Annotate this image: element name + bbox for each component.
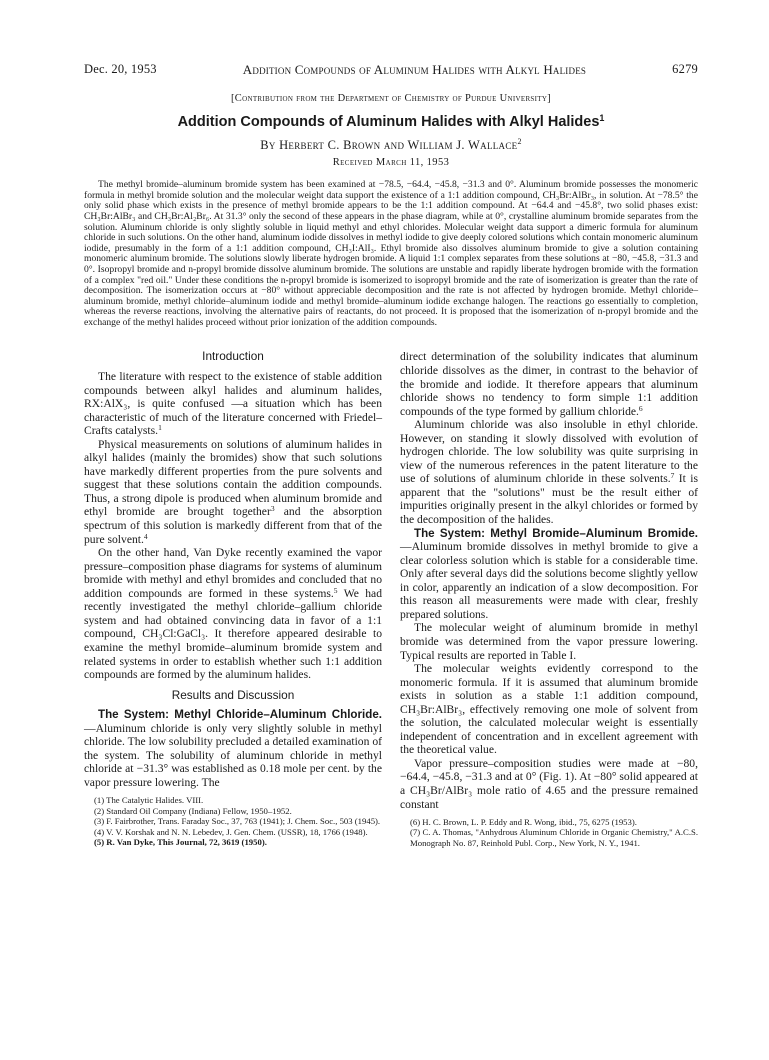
intro-paragraph-2: [84, 438, 382, 546]
footnote: (5) R. Van Dyke, This Journal, 72, 3619 (1950).: [94, 837, 267, 848]
author-prefix: By: [260, 138, 280, 153]
left-footnotes: [84, 795, 382, 847]
results-heading: Results and Discussion: [171, 687, 295, 702]
footnote: (2) Standard Oil Company (Indiana) Fellow, 1950–1952.: [94, 805, 292, 816]
issue-date: Dec. 20, 1953: [84, 62, 157, 76]
running-title: Addition Compounds of Aluminum Halides with Alkyl Halides: [242, 62, 587, 77]
right-paragraph-2: [400, 418, 698, 526]
right-paragraph-1: [400, 350, 698, 418]
journal-page: [84, 62, 698, 848]
right-paragraph-3: The molecular weight of aluminum bromide in methyl bromide was determined from the vapor pressure lowering. Typical results are reported in Table I.: [400, 621, 698, 662]
author-line: [84, 137, 698, 153]
author-names: Herbert C. Brown and William J. Wallace: [279, 138, 518, 153]
system-2-text: —Aluminum bromide dissolves in methyl bromide to give a clear colorless solution which is stable for a considerable time. Only after several days did the solutions become slightly yellow in color, apparently an indication of a slow decomposition. For this reason all measurements were made with clear, freshly prepared solutions.: [400, 540, 698, 621]
body-columns: [84, 350, 698, 848]
page-number: 6279: [672, 62, 698, 76]
footnote: (7) C. A. Thomas, "Anhydrous Aluminum Chloride in Organic Chemistry," A.C.S. Monograph No. 87, Reinhold Publ. Corp., New York, N. Y., 1941.: [410, 827, 698, 848]
right-paragraph-5: Vapor pressure–composition studies were made at −80, −64.4, −45.8, −31.3 and at 0° (Fig. 1). At −80° solid appeared at a CH₃Br/AlBr₃ mole ratio of 4.65 and the pressure remained constant: [400, 756, 698, 811]
intro-p2-text-a: Physical measurements on solutions of aluminum halides in alkyl halides (mainly the bromides) show that such solutions have markedly different properties from the pure solvents and suggest that these solutions contain the addition compounds. Thus, a strong dipole is produced when aluminum bromide and ethyl bromide are brought together: [84, 437, 382, 519]
right-paragraph-4: The molecular weights evidently correspond to the monomeric formula. If it is assumed that aluminum bromide exists in solution as a stable 1:1 addition compound, CH₃Br:AlBr₃, effectively removing one mole of solvent from the solution, the calculated molecular weight is essentially independent of concentration and in excellent agreement with the theoretical value.: [400, 662, 698, 757]
system-2-heading: The System: Methyl Bromide–Aluminum Bromide.: [414, 526, 698, 540]
intro-paragraph-1: [84, 370, 382, 438]
footnote: (3) F. Fairbrother, Trans. Faraday Soc., 37, 763 (1941); J. Chem. Soc., 503 (1945).: [94, 816, 381, 827]
footnote: (1) The Catalytic Halides. VIII.: [94, 795, 204, 806]
author-footnote-ref: 2: [517, 137, 522, 146]
right-p2-ref: 7: [670, 471, 675, 481]
right-p2-text-a: Aluminum chloride was also insoluble in ethyl chloride. However, on standing it slowly dissolved with evolution of hydrogen chloride. The low solubility was quite surprising in view of the numerous references in the patent literature to the use of solutions of aluminum chloride in these solvents.: [400, 418, 698, 486]
intro-p1-ref: 1: [158, 423, 162, 433]
intro-p2-ref-2: 4: [143, 531, 148, 541]
intro-p1-text: The literature with respect to the existence of stable addition compounds between alkyl halides and aluminum halides, RX:AlX₃, is quite confused —a situation which has been characteristic of much of the literature concerned with Friedel–Crafts catalysts.: [84, 370, 382, 438]
intro-p3-text-b: We had recently investigated the methyl chloride–gallium chloride system and had obtained convincing data in favor of a 1:1 compound, CH₃Cl:GaCl₃. It therefore appeared desirable to examine the methyl bromide–aluminum bromide system and related systems in order to establish whether such 1:1 addition compounds are formed by the aluminum halides.: [84, 586, 382, 682]
footnote: (6) H. C. Brown, L. P. Eddy and R. Wong, ibid., 75, 6275 (1953).: [410, 817, 637, 828]
system-2-paragraph: [400, 527, 698, 622]
right-p1-text: direct determination of the solubility indicates that aluminum chloride dissolves as the dimer, in contrast to the behavior of the bromide and iodide. It therefore appears that aluminum chloride shows no tendency to form simple 1:1 addition compounds of the type formed by gallium chloride.: [400, 350, 698, 418]
footnote: (4) V. V. Korshak and N. N. Lebedev, J. Gen. Chem. (USSR), 18, 1766 (1948).: [94, 826, 368, 837]
intro-p3-ref: 5: [333, 585, 338, 595]
running-header: [84, 62, 698, 80]
right-footnotes: [400, 817, 698, 848]
received-date: Received March 11, 1953: [332, 157, 450, 169]
article-title: [84, 113, 698, 130]
system-1-heading: The System: Methyl Chloride–Aluminum Chloride.: [98, 708, 382, 722]
article-title-text: Addition Compounds of Aluminum Halides with Alkyl Halides: [177, 114, 600, 130]
right-p2-text-b: It is apparent that the "solutions" must be the result either of impurities originally present in the alkyl chlorides or formed by the decomposition of the halides.: [400, 472, 698, 527]
right-column: [400, 350, 698, 848]
left-column: [84, 350, 382, 848]
intro-p2-text-b: and the absorption spectrum of this solution is markedly different from that of the pure solvent.: [84, 505, 382, 546]
system-1-paragraph: [84, 708, 382, 789]
intro-p3-text-a: On the other hand, Van Dyke recently examined the vapor pressure–composition phase diagrams for systems of aluminum bromide with methyl and ethyl bromides and concluded that no addition compounds are formed in these systems.: [84, 546, 382, 600]
contribution-line: [Contribution from the Department of Chemistry of Purdue University]: [231, 93, 551, 104]
right-p1-ref: 6: [638, 403, 643, 413]
introduction-heading: Introduction: [202, 349, 264, 364]
intro-p2-ref-1: 3: [270, 504, 275, 514]
title-footnote-ref: 1: [599, 113, 605, 123]
system-1-text: —Aluminum chloride is only very slightly soluble in methyl chloride. The low solubility precluded a detailed examination of the system. The solubility of aluminum chloride in methyl chloride at −31.3° was established as 0.18 mole per cent. by the vapor pressure lowering. The: [84, 721, 382, 789]
intro-paragraph-3: [84, 546, 382, 681]
abstract: The methyl bromide–aluminum bromide system has been examined at −78.5, −64.4, −45.8, −31.3 and 0°. Aluminum bromide possesses the monomeric formula in methyl bromide solution and the molecular weight data support the existence of a 1:1 addition compound, CH₃Br:AlBr₃, in solution. At −78.5° the only solid phase which exists in the presence of methyl bromide appears to be the 1:1 addition compound. At −64.4 and −45.8°, two solid phases exist: CH₃Br:AlBr₃ and CH₃Br:Al₂Br₆. At 31.3° only the second of these appears in the phase diagram, while at 0°, crystalline aluminum bromide separates from the solution. Aluminum chloride is only slightly soluble in liquid methyl and ethyl chlorides. Molecular weight data support a dimeric formula for aluminum chloride in such solutions. On the other hand, aluminum iodide dissolves in methyl iodide to give deeply colored solutions which contain monomeric aluminum iodide, presumably in the form of a 1:1 addition compound, CH₃I:AlI₃. Ethyl bromide also dissolves aluminum bromide to give a solution containing monomeric aluminum bromide. The solutions slowly liberate hydrogen bromide. A liquid 1:1 complex separates from these solutions at −80, −45.8, −31.3 and 0°. Isopropyl bromide and n-propyl bromide dissolve aluminum bromide. The solutions are unstable and rapidly liberate hydrogen bromide with the formation of a complex "red oil." Under these conditions the n-propyl bromide is isomerized to isopropyl bromide and the rate of isomerization is greater than the rate of decomposition. The isomerization occurs at −80° without appreciable decomposition and the rate is not affected by hydrogen bromide. Methyl chloride–aluminum bromide, methyl chloride–aluminum iodide and methyl bromide–aluminum iodide exchange halogen. The reactions go essentially to completion, whereas the reverse reactions, involving the alternative pairs of reactants, do not proceed. It is proposed that the isomerization of n-propyl bromide and the exchange of the methyl halides proceed without prior ionization of the addition compounds.: [84, 179, 698, 328]
